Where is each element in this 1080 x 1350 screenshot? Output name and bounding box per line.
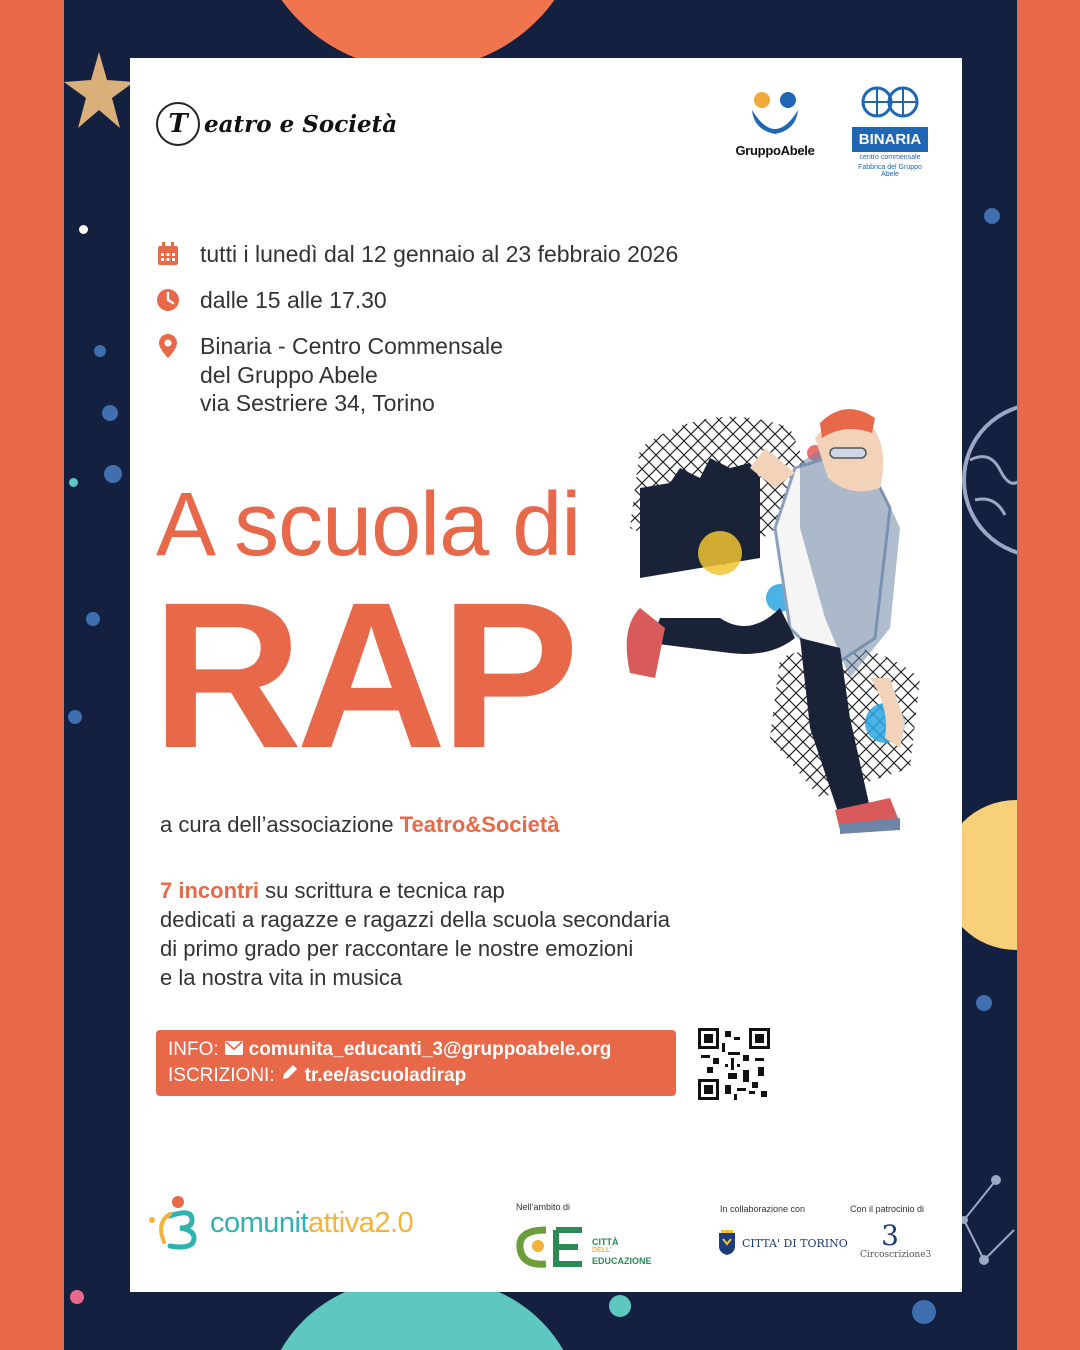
curated-prefix: a cura dell’associazione xyxy=(160,812,400,837)
dot-blue xyxy=(94,345,106,357)
email-link[interactable]: comunita_educanti_3@gruppoabele.org xyxy=(248,1039,612,1060)
comunitattiva-suffix: attiva2.0 xyxy=(308,1206,414,1239)
description-line-1-rest: su scrittura e tecnica rap xyxy=(259,878,505,903)
dot-teal xyxy=(609,1295,631,1317)
dot-blue xyxy=(912,1300,936,1324)
binaria-logo xyxy=(852,84,928,179)
circoscrizione-logo xyxy=(860,1219,932,1260)
description-line-1 xyxy=(160,876,670,905)
place-text xyxy=(200,332,503,418)
torino-name: CITTA' DI TORINO xyxy=(742,1236,848,1250)
dot-blue xyxy=(68,710,82,724)
dot-pink xyxy=(70,1290,84,1304)
date-line xyxy=(156,240,678,269)
envelope-icon xyxy=(225,1037,243,1063)
teatro-societa-logo xyxy=(156,102,397,146)
curated-org: Teatro&Società xyxy=(399,812,560,837)
place-line-1: Binaria - Centro Commensale xyxy=(200,333,503,359)
comunitattiva-name xyxy=(210,1207,413,1240)
poster-card xyxy=(130,58,962,1292)
dot-white xyxy=(79,225,88,234)
breakdancer-illustration xyxy=(600,378,960,838)
dot-blue xyxy=(104,465,122,483)
citta-educazione-logo xyxy=(516,1224,652,1279)
description-highlight: 7 incontri xyxy=(160,878,260,903)
place-line-3: via Sestriere 34, Torino xyxy=(200,390,435,416)
dot-blue xyxy=(86,612,100,626)
qr-code[interactable] xyxy=(698,1028,770,1100)
comunitattiva-prefix: comunit xyxy=(210,1206,309,1239)
description-line-4: e la nostra vita in musica xyxy=(160,965,403,990)
signup-link[interactable]: tr.ee/ascuoladirap xyxy=(304,1065,467,1086)
binaria-logo-sub1: centro commensale xyxy=(859,154,921,161)
location-pin-icon xyxy=(156,332,180,360)
date-text: tutti i lunedì dal 12 gennaio al 23 febbraio 2026 xyxy=(200,241,679,267)
cde-mark-icon xyxy=(516,1224,586,1279)
description-line-2: dedicati a ragazze e ragazzi della scuola secondaria xyxy=(160,907,670,932)
cde-line-2: DELL’ xyxy=(592,1247,612,1255)
abele-logo-icon xyxy=(748,90,802,138)
teatro-logo-name: eatro e Società xyxy=(204,110,398,138)
pencil-icon xyxy=(281,1063,299,1089)
contact-box xyxy=(156,1030,676,1096)
time-text: dalle 15 alle 17.30 xyxy=(200,287,387,313)
torino-crest-icon xyxy=(718,1230,736,1256)
circoscrizione-name: Circoscrizione3 xyxy=(860,1250,932,1260)
context-label: Nell’ambito di xyxy=(516,1202,571,1212)
place-line xyxy=(156,332,503,418)
time-line xyxy=(156,286,387,315)
title-line-1: A scuola di xyxy=(156,475,581,575)
citta-torino-logo xyxy=(718,1230,848,1256)
description-line-3: di primo grado per raccontare le nostre emozioni xyxy=(160,936,634,961)
contact-info-row xyxy=(168,1037,664,1063)
curated-by xyxy=(160,812,559,838)
contact-signup-row xyxy=(168,1063,664,1089)
signup-label: ISCRIZIONI: xyxy=(168,1065,275,1086)
cde-label xyxy=(592,1237,652,1267)
teatro-logo-mark: T xyxy=(156,102,200,146)
abele-logo-name: GruppoAbele xyxy=(735,143,815,158)
gruppo-abele-logo xyxy=(730,90,820,158)
binaria-wheel-icon xyxy=(855,84,925,118)
binaria-logo-sub2: Fabbrica del Gruppo Abele xyxy=(858,163,922,179)
cde-line-1: CITTÀ xyxy=(592,1236,619,1247)
calendar-icon xyxy=(156,240,180,268)
binaria-logo-name: BINARIA xyxy=(852,127,928,152)
dot-blue xyxy=(976,995,992,1011)
star-icon xyxy=(64,50,134,130)
description xyxy=(160,876,670,992)
patronage-label: Con il patrocinio di xyxy=(850,1204,925,1214)
dot-teal xyxy=(69,478,78,487)
clock-icon xyxy=(156,286,180,314)
dot-blue xyxy=(984,208,1000,224)
dot-blue xyxy=(102,405,118,421)
comunitattiva-logo xyxy=(148,1194,413,1252)
cde-line-3: EDUCAZIONE xyxy=(592,1255,652,1266)
comunitattiva-icon xyxy=(148,1194,210,1252)
planet-icon xyxy=(960,400,1017,560)
collab-label: In collaborazione con xyxy=(720,1204,806,1214)
circoscrizione-number: 3 xyxy=(881,1219,899,1252)
info-label: INFO: xyxy=(168,1039,219,1060)
title-line-2: RAP xyxy=(152,560,574,792)
place-line-2: del Gruppo Abele xyxy=(200,361,378,388)
